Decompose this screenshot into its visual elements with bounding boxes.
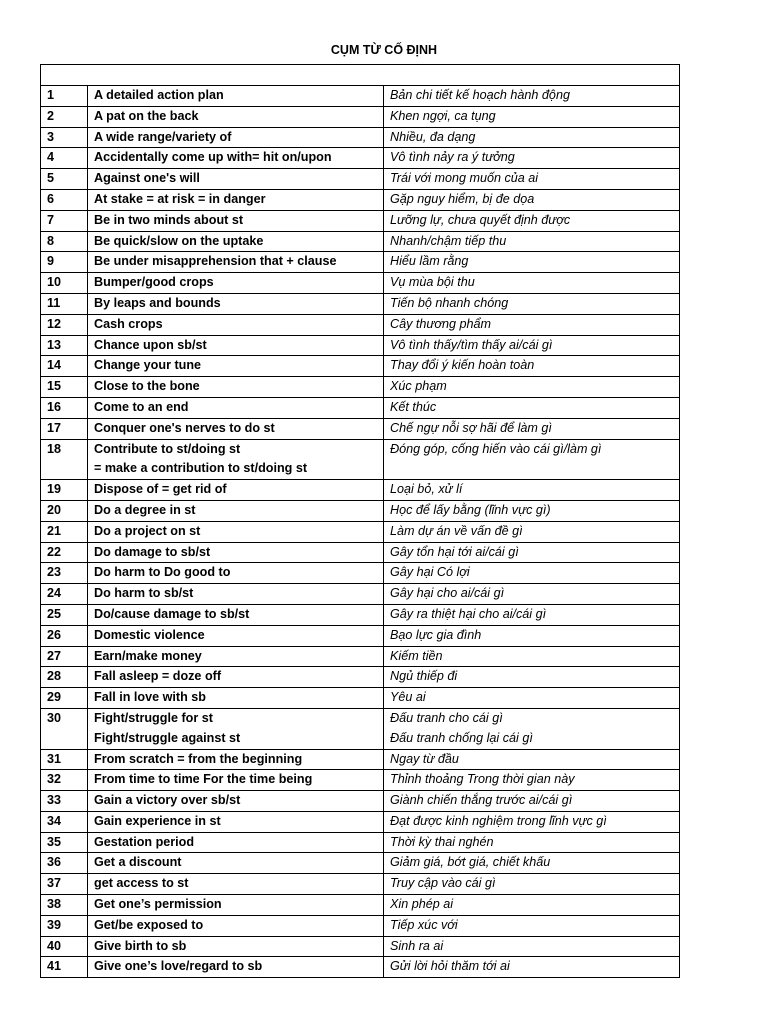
row-number: 7 bbox=[41, 210, 88, 231]
row-number: 27 bbox=[41, 646, 88, 667]
table-row bbox=[41, 688, 680, 709]
meaning-text: Loại bỏ, xử lí bbox=[390, 482, 463, 497]
meaning-text: Vô tình nảy ra ý tưởng bbox=[390, 150, 515, 165]
phrase-table bbox=[40, 64, 680, 978]
table-row bbox=[41, 480, 680, 501]
table-row bbox=[41, 957, 680, 978]
table-row bbox=[41, 521, 680, 542]
table-row bbox=[41, 646, 680, 667]
meaning-cell bbox=[384, 646, 680, 667]
table-row bbox=[41, 356, 680, 377]
row-number: 1 bbox=[41, 86, 88, 107]
meaning-text: Vụ mùa bội thu bbox=[390, 275, 475, 290]
phrase-text: From scratch = from the beginning bbox=[94, 751, 303, 766]
phrase-cell bbox=[88, 356, 384, 377]
phrase-text: Fight/struggle against st bbox=[94, 730, 241, 745]
phrase-cell bbox=[88, 895, 384, 916]
meaning-cell bbox=[384, 957, 680, 978]
meaning-cell bbox=[384, 542, 680, 563]
meaning-cell bbox=[384, 770, 680, 791]
meaning-text: Cây thương phẩm bbox=[390, 316, 492, 331]
phrase-cell bbox=[88, 210, 384, 231]
table-row bbox=[41, 418, 680, 439]
meaning-cell bbox=[384, 252, 680, 273]
phrase-cell bbox=[88, 314, 384, 335]
meaning-cell bbox=[384, 293, 680, 314]
phrase-text: Do damage to sb/st bbox=[94, 544, 211, 559]
meaning-text: Nhanh/chậm tiếp thu bbox=[390, 233, 507, 248]
phrase-text: Do harm to sb/st bbox=[94, 586, 194, 601]
table-row bbox=[41, 584, 680, 605]
table-row bbox=[41, 231, 680, 252]
row-number: 9 bbox=[41, 252, 88, 273]
meaning-cell bbox=[384, 791, 680, 812]
meaning-text: Chế ngự nỗi sợ hãi để làm gì bbox=[390, 420, 552, 435]
phrase-cell bbox=[88, 708, 384, 749]
meaning-text: Bản chi tiết kế hoạch hành động bbox=[390, 88, 570, 102]
phrase-cell bbox=[88, 915, 384, 936]
meaning-cell bbox=[384, 936, 680, 957]
row-number: 32 bbox=[41, 770, 88, 791]
row-number: 23 bbox=[41, 563, 88, 584]
phrase-cell bbox=[88, 853, 384, 874]
meaning-text: Hiểu lầm rằng bbox=[390, 254, 469, 269]
meaning-text: Ngủ thiếp đi bbox=[390, 669, 458, 684]
meaning-cell bbox=[384, 667, 680, 688]
page-title: CỤM TỪ CỐ ĐỊNH bbox=[330, 43, 438, 57]
phrase-cell bbox=[88, 811, 384, 832]
phrase-cell bbox=[88, 480, 384, 501]
phrase-text: A wide range/variety of bbox=[94, 129, 232, 144]
row-number: 26 bbox=[41, 625, 88, 646]
table-row bbox=[41, 293, 680, 314]
meaning-cell bbox=[384, 480, 680, 501]
phrase-text: Close to the bone bbox=[94, 379, 200, 394]
table-row bbox=[41, 273, 680, 294]
table-row bbox=[41, 625, 680, 646]
table-row bbox=[41, 169, 680, 190]
phrase-text: Accidentally come up with= hit on/upon bbox=[94, 150, 332, 165]
row-number: 5 bbox=[41, 169, 88, 190]
table-row bbox=[41, 667, 680, 688]
table-row bbox=[41, 439, 680, 480]
table-row bbox=[41, 791, 680, 812]
row-number: 40 bbox=[41, 936, 88, 957]
meaning-cell bbox=[384, 356, 680, 377]
phrase-cell bbox=[88, 500, 384, 521]
row-number: 37 bbox=[41, 874, 88, 895]
table-row bbox=[41, 335, 680, 356]
meaning-text: Xúc phạm bbox=[390, 379, 447, 394]
meaning-cell bbox=[384, 688, 680, 709]
meaning-text: Bạo lực gia đình bbox=[390, 627, 482, 642]
phrase-text: Cash crops bbox=[94, 316, 163, 331]
phrase-text: From time to time For the time being bbox=[94, 772, 313, 787]
table-row bbox=[41, 936, 680, 957]
row-number: 16 bbox=[41, 397, 88, 418]
phrase-cell bbox=[88, 957, 384, 978]
row-number: 21 bbox=[41, 521, 88, 542]
phrase-cell bbox=[88, 646, 384, 667]
meaning-cell bbox=[384, 915, 680, 936]
meaning-text: Giành chiến thắng trước ai/cái gì bbox=[390, 793, 573, 808]
row-number: 12 bbox=[41, 314, 88, 335]
meaning-cell bbox=[384, 749, 680, 770]
table-row bbox=[41, 397, 680, 418]
row-number: 38 bbox=[41, 895, 88, 916]
table-row bbox=[41, 252, 680, 273]
meaning-text: Khen ngợi, ca tụng bbox=[390, 108, 496, 123]
meaning-cell bbox=[384, 314, 680, 335]
table-row bbox=[41, 500, 680, 521]
phrase-cell bbox=[88, 542, 384, 563]
table-row bbox=[41, 604, 680, 625]
phrase-text: Give birth to sb bbox=[94, 938, 187, 953]
table-row bbox=[41, 148, 680, 169]
table-row bbox=[41, 811, 680, 832]
row-number: 3 bbox=[41, 127, 88, 148]
phrase-cell bbox=[88, 791, 384, 812]
table-row bbox=[41, 770, 680, 791]
phrase-text: Come to an end bbox=[94, 399, 189, 414]
meaning-text: Đạt được kinh nghiệm trong lĩnh vực gì bbox=[390, 813, 607, 828]
phrase-text: Do harm to Do good to bbox=[94, 565, 231, 580]
table-row bbox=[41, 127, 680, 148]
meaning-text: Gây hại Có lợi bbox=[390, 565, 470, 580]
meaning-text: Làm dự án về vấn đề gì bbox=[390, 523, 523, 538]
phrase-text: Change your tune bbox=[94, 358, 202, 373]
phrase-cell bbox=[88, 688, 384, 709]
meaning-text: Giảm giá, bớt giá, chiết khấu bbox=[390, 855, 551, 870]
phrase-text: Against one's will bbox=[94, 171, 200, 186]
table-row bbox=[41, 915, 680, 936]
phrase-text: Gain a victory over sb/st bbox=[94, 793, 241, 808]
meaning-cell bbox=[384, 418, 680, 439]
row-number: 35 bbox=[41, 832, 88, 853]
phrase-text: Do/cause damage to sb/st bbox=[94, 606, 250, 621]
row-number: 30 bbox=[41, 708, 88, 749]
meaning-cell bbox=[384, 584, 680, 605]
phrase-text: Do a project on st bbox=[94, 523, 201, 538]
phrase-text: Be under misapprehension that + clause bbox=[94, 254, 337, 269]
phrase-text: Get one’s permission bbox=[94, 897, 222, 912]
phrase-text: A detailed action plan bbox=[94, 88, 224, 102]
phrase-cell bbox=[88, 563, 384, 584]
phrase-text: Dispose of = get rid of bbox=[94, 482, 227, 497]
meaning-cell bbox=[384, 604, 680, 625]
meaning-cell bbox=[384, 625, 680, 646]
phrase-text: Domestic violence bbox=[94, 627, 205, 642]
meaning-cell bbox=[384, 500, 680, 521]
meaning-text: Yêu ai bbox=[390, 690, 426, 705]
phrase-cell bbox=[88, 252, 384, 273]
phrase-text: Earn/make money bbox=[94, 648, 202, 663]
row-number: 11 bbox=[41, 293, 88, 314]
row-number: 19 bbox=[41, 480, 88, 501]
meaning-cell bbox=[384, 231, 680, 252]
meaning-text: Kiếm tiền bbox=[390, 648, 443, 663]
phrase-text: Fall in love with sb bbox=[94, 690, 206, 705]
table-row bbox=[41, 853, 680, 874]
meaning-text: Gặp nguy hiểm, bị đe dọa bbox=[390, 191, 535, 206]
phrase-cell bbox=[88, 667, 384, 688]
phrase-text: At stake = at risk = in danger bbox=[94, 191, 266, 206]
phrase-cell bbox=[88, 397, 384, 418]
row-number: 13 bbox=[41, 335, 88, 356]
phrase-text: get access to st bbox=[94, 876, 189, 891]
table-row bbox=[41, 106, 680, 127]
row-number: 25 bbox=[41, 604, 88, 625]
meaning-cell bbox=[384, 832, 680, 853]
row-number: 22 bbox=[41, 542, 88, 563]
phrase-cell bbox=[88, 832, 384, 853]
phrase-cell bbox=[88, 189, 384, 210]
row-number: 8 bbox=[41, 231, 88, 252]
phrase-text: Be quick/slow on the uptake bbox=[94, 233, 264, 248]
meaning-text: Nhiều, đa dạng bbox=[390, 129, 476, 144]
row-number: 33 bbox=[41, 791, 88, 812]
meaning-text: Thỉnh thoảng Trong thời gian này bbox=[390, 772, 575, 787]
row-number: 20 bbox=[41, 500, 88, 521]
table-row bbox=[41, 542, 680, 563]
meaning-cell bbox=[384, 521, 680, 542]
table-row bbox=[41, 832, 680, 853]
phrase-text: = make a contribution to st/doing st bbox=[94, 461, 308, 476]
meaning-cell bbox=[384, 210, 680, 231]
meaning-text: Tiếp xúc với bbox=[390, 917, 458, 932]
phrase-cell bbox=[88, 521, 384, 542]
meaning-text: Lưỡng lự, chưa quyết định được bbox=[390, 212, 571, 227]
header-cell bbox=[41, 65, 680, 86]
row-number: 39 bbox=[41, 915, 88, 936]
meaning-cell bbox=[384, 874, 680, 895]
phrase-text: By leaps and bounds bbox=[94, 295, 221, 310]
phrase-text: A pat on the back bbox=[94, 108, 199, 123]
meaning-cell bbox=[384, 853, 680, 874]
meaning-text: Đấu tranh cho cái gì bbox=[390, 710, 503, 725]
phrase-text: Conquer one's nerves to do st bbox=[94, 420, 275, 435]
phrase-cell bbox=[88, 148, 384, 169]
meaning-text: Đóng góp, cống hiến vào cái gì/làm gì bbox=[390, 441, 602, 456]
row-number: 14 bbox=[41, 356, 88, 377]
meaning-cell bbox=[384, 106, 680, 127]
table-row bbox=[41, 189, 680, 210]
meaning-cell bbox=[384, 169, 680, 190]
row-number: 2 bbox=[41, 106, 88, 127]
meaning-text: Đấu tranh chống lại cái gì bbox=[390, 730, 533, 745]
phrase-cell bbox=[88, 418, 384, 439]
phrase-cell bbox=[88, 770, 384, 791]
phrase-cell bbox=[88, 293, 384, 314]
row-number: 17 bbox=[41, 418, 88, 439]
row-number: 34 bbox=[41, 811, 88, 832]
meaning-cell bbox=[384, 811, 680, 832]
meaning-cell bbox=[384, 189, 680, 210]
phrase-cell bbox=[88, 874, 384, 895]
phrase-cell bbox=[88, 273, 384, 294]
meaning-cell bbox=[384, 86, 680, 107]
meaning-text: Ngay từ đầu bbox=[390, 751, 459, 766]
meaning-cell bbox=[384, 708, 680, 749]
table-row bbox=[41, 210, 680, 231]
phrase-cell bbox=[88, 335, 384, 356]
row-number: 24 bbox=[41, 584, 88, 605]
meaning-cell bbox=[384, 397, 680, 418]
table-row bbox=[41, 708, 680, 749]
meaning-text: Kết thúc bbox=[390, 399, 437, 414]
phrase-text: Do a degree in st bbox=[94, 502, 196, 517]
phrase-cell bbox=[88, 377, 384, 398]
phrase-cell bbox=[88, 584, 384, 605]
meaning-cell bbox=[384, 377, 680, 398]
phrase-cell bbox=[88, 749, 384, 770]
table-row bbox=[41, 874, 680, 895]
table-row bbox=[41, 377, 680, 398]
phrase-cell bbox=[88, 169, 384, 190]
table-row bbox=[41, 749, 680, 770]
row-number: 29 bbox=[41, 688, 88, 709]
meaning-text: Học để lấy bằng (lĩnh vực gì) bbox=[390, 502, 551, 517]
meaning-text: Tiến bộ nhanh chóng bbox=[390, 295, 509, 310]
meaning-text: Thay đổi ý kiến hoàn toàn bbox=[390, 358, 535, 373]
row-number: 31 bbox=[41, 749, 88, 770]
meaning-text: Gây tổn hại tới ai/cái gì bbox=[390, 544, 519, 559]
table-row bbox=[41, 86, 680, 107]
phrase-text: Get/be exposed to bbox=[94, 917, 204, 932]
phrase-text: Fight/struggle for st bbox=[94, 710, 213, 725]
phrase-text: Gestation period bbox=[94, 834, 195, 849]
phrase-cell bbox=[88, 604, 384, 625]
meaning-cell bbox=[384, 439, 680, 480]
meaning-cell bbox=[384, 335, 680, 356]
phrase-text: Chance upon sb/st bbox=[94, 337, 207, 352]
phrase-text: Contribute to st/doing st bbox=[94, 441, 241, 456]
phrase-cell bbox=[88, 86, 384, 107]
meaning-text: Gửi lời hỏi thăm tới ai bbox=[390, 959, 510, 974]
phrase-text: Get a discount bbox=[94, 855, 182, 870]
meaning-cell bbox=[384, 895, 680, 916]
row-number: 4 bbox=[41, 148, 88, 169]
table-row bbox=[41, 895, 680, 916]
table-row bbox=[41, 314, 680, 335]
meaning-text: Gây ra thiệt hại cho ai/cái gì bbox=[390, 606, 547, 621]
table-row bbox=[41, 563, 680, 584]
phrase-text: Gain experience in st bbox=[94, 813, 221, 828]
phrase-cell bbox=[88, 625, 384, 646]
meaning-text: Thời kỳ thai nghén bbox=[390, 834, 494, 849]
meaning-cell bbox=[384, 273, 680, 294]
table-body bbox=[41, 65, 680, 978]
row-number: 6 bbox=[41, 189, 88, 210]
phrase-text: Be in two minds about st bbox=[94, 212, 244, 227]
meaning-text: Gây hại cho ai/cái gì bbox=[390, 586, 505, 601]
meaning-text: Vô tình thấy/tìm thấy ai/cái gì bbox=[390, 337, 553, 352]
row-number: 18 bbox=[41, 439, 88, 480]
row-number: 28 bbox=[41, 667, 88, 688]
row-number: 15 bbox=[41, 377, 88, 398]
meaning-text: Truy cập vào cái gì bbox=[390, 876, 496, 891]
phrase-cell bbox=[88, 106, 384, 127]
row-number: 10 bbox=[41, 273, 88, 294]
row-number: 36 bbox=[41, 853, 88, 874]
phrase-text: Fall asleep = doze off bbox=[94, 669, 222, 684]
meaning-cell bbox=[384, 563, 680, 584]
meaning-text: Sinh ra ai bbox=[390, 938, 444, 953]
meaning-cell bbox=[384, 127, 680, 148]
phrase-text: Bumper/good crops bbox=[94, 275, 214, 290]
meaning-text: Trái với mong muốn của ai bbox=[390, 171, 539, 186]
table-header-row bbox=[41, 65, 680, 86]
phrase-cell bbox=[88, 439, 384, 480]
phrase-cell bbox=[88, 127, 384, 148]
phrase-text: Give one’s love/regard to sb bbox=[94, 959, 263, 974]
phrase-cell bbox=[88, 231, 384, 252]
phrase-cell bbox=[88, 936, 384, 957]
meaning-text: Xin phép ai bbox=[390, 897, 454, 912]
meaning-cell bbox=[384, 148, 680, 169]
row-number: 41 bbox=[41, 957, 88, 978]
